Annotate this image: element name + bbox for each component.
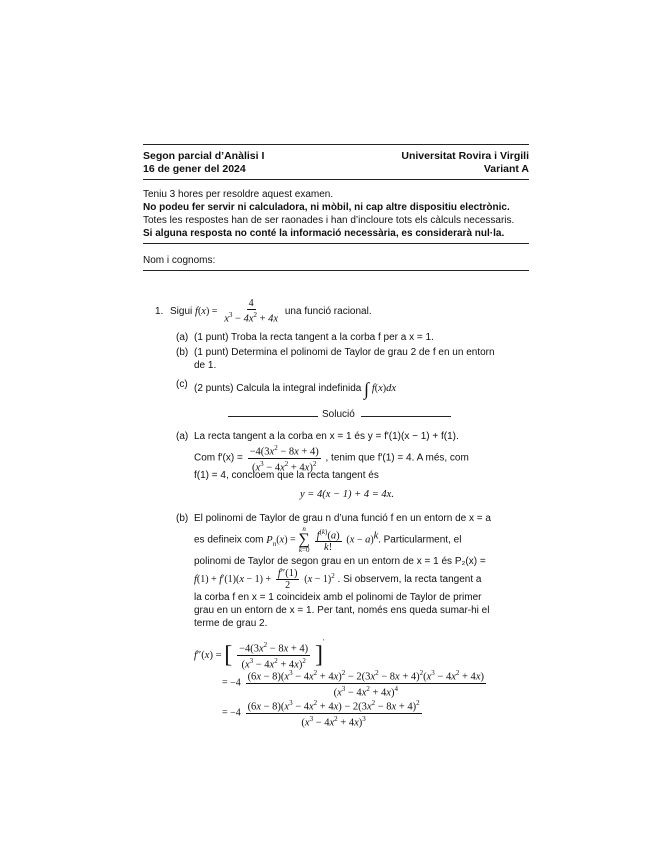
- solution-rule-left: [228, 416, 318, 417]
- sol-b-line7: terme de grau 2.: [194, 618, 268, 629]
- variant-label: Variant A: [483, 163, 529, 175]
- top-rule: [143, 144, 529, 145]
- header-rule: [143, 179, 529, 180]
- name-label: Nom i cognoms:: [143, 255, 216, 266]
- sol-a-equation: y = 4(x − 1) + 4 = 4x.: [300, 489, 394, 500]
- sol-a-line2-post: , tenim que f′(1) = 4. A més, com: [325, 452, 469, 464]
- sol-b-line3: polinomi de Taylor de segon grau en un entorn de x = 1 és P₂(x) =: [194, 556, 486, 567]
- sol-a-line2-pre: Com f′(x) =: [194, 452, 243, 464]
- sol-b-line4-post: . Si observem, la recta tangent a: [337, 574, 482, 586]
- sol-a-label: (a): [176, 431, 189, 442]
- intro-pre: Sigui: [170, 305, 193, 317]
- sol-b-line2: es defineix com $P_n(x)$ = n ∑ k=0 $\frac{f^{(k)}(a)}{k!}$ $(x - a)^k$. Particularment, el: [194, 525, 462, 554]
- instruction-time: Teniu 3 hores per resoldre aquest examen.: [143, 189, 334, 200]
- sol-b-label: (b): [176, 513, 189, 524]
- problem-statement: Sigui f(x) = $\frac{4}{x^3 - 4x^2 + 4x}$ una funció racional.: [170, 298, 372, 325]
- problem-number: 1.: [155, 306, 164, 317]
- solution-title: Solució: [322, 409, 355, 420]
- part-a-text: (1 punt) Troba la recta tangent a la corba f per a x = 1.: [194, 332, 434, 343]
- sol-b-line5: la corba f en x = 1 coincideix amb el polinomi de Taylor de primer: [194, 592, 482, 603]
- course-title: Segon parcial d’Anàlisi I: [143, 150, 265, 162]
- integral-sign: ∫: [364, 379, 370, 399]
- sol-b-line1: El polinomi de Taylor de grau n d’una funció f en un entorn de x = a: [194, 513, 491, 524]
- part-b-text-1: (1 punt) Determina el polinomi de Taylor de grau 2 de f en un entorn: [194, 347, 495, 358]
- instruction-null: Si alguna resposta no conté la informació necessària, es considerarà nul·la.: [143, 228, 505, 239]
- sol-a-line2: [194, 443, 469, 473]
- second-derivative-eq3: = −4 $\frac{(6x - 8)(x^3 - 4x^2 + 4x) - 2(3x^2 - 8x + 4)^2}{(x^3 - 4x^2 + 4x)^3}$: [222, 699, 420, 728]
- part-b-text-2: de 1.: [194, 360, 217, 371]
- sol-b-line2-post: Particularment, el: [383, 534, 462, 546]
- sol-b-line4: f(1) + f′(1)(x − 1) + $\frac{f''(1)}{2}$ $(x - 1)^2$ . Si observem, la recta tangent a: [194, 568, 482, 591]
- sol-a-line1: La recta tangent a la corba en x = 1 és y = f′(1)(x − 1) + f(1).: [194, 431, 459, 442]
- part-c-label-text: (2 punts) Calcula la integral indefinida: [194, 383, 362, 394]
- taylor-term-fraction: $\frac{f^{(k)}(a)}{k!}$: [316, 527, 340, 554]
- derivative-fraction: $\frac{-4(3x^2 - 8x + 4)}{(x^3 - 4x^2 + 4x)^2}$: [249, 444, 319, 473]
- second-derivative-eq2: = −4 $\frac{(6x - 8)(x^3 - 4x^2 + 4x)^2 - 2(3x^2 - 8x + 4)^2(x^3 - 4x^2 + 4x)}{(x^3 - 4x^2 + 4x)^4}$: [222, 669, 484, 698]
- instruction-reasoning: Totes les respostes han de ser raonades i han d’incloure tots els càlculs necessaris.: [143, 215, 515, 226]
- sum-symbol: n ∑ k=0: [298, 525, 310, 554]
- instructions-rule: [143, 243, 529, 244]
- second-derivative-fraction: $\frac{f''(1)}{2}$: [277, 568, 298, 591]
- function-fraction: $\frac{4}{x^3 - 4x^2 + 4x}$: [224, 298, 279, 325]
- instruction-devices: No podeu fer servir ni calculadora, ni mòbil, ni cap altre dispositiu electrònic.: [143, 202, 510, 213]
- exam-date: 16 de gener del 2024: [143, 163, 246, 175]
- sol-b-line6: grau en un entorn de x = 1. Per tant, només ens queda sumar-hi el: [194, 605, 490, 616]
- sol-a-line3: f(1) = 4, concloem que la recta tangent és: [194, 470, 379, 481]
- part-c-text: (2 punts) Calcula la integral indefinida ∫ f(x)dx: [194, 379, 397, 399]
- name-rule: [143, 270, 529, 271]
- part-b-label: (b): [176, 347, 189, 358]
- intro-post: una funció racional.: [284, 305, 372, 317]
- part-c-label: (c): [176, 379, 188, 390]
- solution-rule-right: [361, 416, 451, 417]
- second-derivative-eq1: f″(x) = [ $\frac{-4(3x^2 - 8x + 4)}{(x^3 - 4x^2 + 4x)^2}$ ]′: [194, 638, 325, 671]
- sol-b-line2-pre: es defineix com: [194, 534, 264, 546]
- university-name: Universitat Rovira i Virgili: [401, 150, 529, 162]
- part-a-label: (a): [176, 332, 189, 343]
